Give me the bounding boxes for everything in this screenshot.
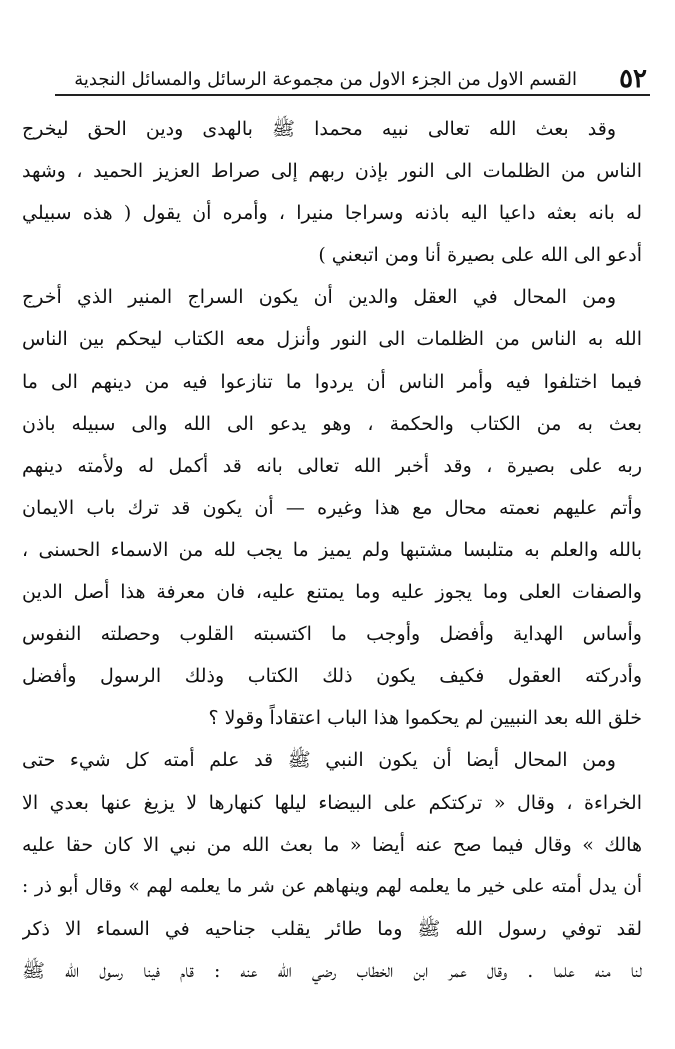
page-number: ٥٢ xyxy=(619,64,647,94)
text-line: ربه على بصيرة ، وقد أخبر الله تعالى بانه قد أكمل له ولأمته دينهم xyxy=(22,454,642,477)
text-line: فيما اختلفوا فيه وأمر الناس أن يردوا ما تنازعوا فيه من دينهم الى ما xyxy=(22,370,642,393)
text-line: وأدركته العقول فكيف يكون ذلك الكتاب وذلك الرسول وأفضل xyxy=(22,665,642,688)
text-line: لقد توفي رسول الله ﷺ وما طائر يقلب جناحيه في السماء الا ذكر xyxy=(22,917,642,940)
header-rule xyxy=(55,94,650,96)
text-line: لنا منه علما . وقال عمر ابن الخطاب رضي الله عنه : قام فينا رسول الله ﷺ xyxy=(22,959,642,982)
text-line: ومن المحال أيضا أن يكون النبي ﷺ قد علم أمته كل شيء حتى xyxy=(22,749,616,772)
page-body xyxy=(22,108,642,992)
text-line: وأساس الهداية وأفضل وأوجب ما اكتسبته القلوب وحصلته النفوس xyxy=(22,623,642,646)
text-line: وأتم عليهم نعمته محال مع هذا وغيره — أن يكون قد ترك باب الايمان xyxy=(22,496,642,519)
text-line: هالك » وقال فيما صح عنه أيضا « ما بعث الله من نبي الا كان حقا عليه xyxy=(22,833,642,856)
text-line: أدعو الى الله على بصيرة أنا ومن اتبعني ) xyxy=(318,244,642,267)
text-line: بعث به من الكتاب والحكمة ، وهو يدعو الى الله والى سبيله باذن xyxy=(22,412,642,435)
text-line: الناس من الظلمات الى النور بإذن ربهم إلى صراط العزيز الحميد ، وشهد xyxy=(22,160,642,183)
text-line: وقد بعث الله تعالى نبيه محمدا ﷺ بالهدى ودين الحق ليخرج xyxy=(22,118,616,140)
text-line: له بانه بعثه داعيا اليه باذنه وسراجا منيرا ، وأمره أن يقول ( هذه سبيلي xyxy=(22,202,642,225)
text-line: أن يدل أمته على خير ما يعلمه لهم وينهاهم عن شر ما يعلمه لهم » وقال أبو ذر : xyxy=(22,875,642,897)
text-line: ومن المحال في العقل والدين أن يكون السراج المنير الذي أخرج xyxy=(22,286,616,309)
page-header xyxy=(62,62,647,98)
text-line: الخراءة ، وقال « تركتكم على البيضاء ليلها كنهارها لا يزيغ عنها بعدي الا xyxy=(22,791,642,814)
text-line: والصفات العلى وما يجوز عليه وما يمتنع عليه، فان معرفة هذا أصل الدين xyxy=(22,581,642,604)
text-line: خلق الله بعد النبيين لم يحكموا هذا الباب اعتقاداً وقولا ؟ xyxy=(208,707,642,730)
text-line: الله به الناس من الظلمات الى النور وأنزل معه الكتاب ليحكم بين الناس xyxy=(22,328,642,351)
text-line: بالله والعلم به متلبسا مشتبها ولم يميز ما يجب لله من الاسماء الحسنى ، xyxy=(22,538,642,561)
running-title: القسم الاول من الجزء الاول من مجموعة الرسائل والمسائل النجدية xyxy=(74,69,577,90)
